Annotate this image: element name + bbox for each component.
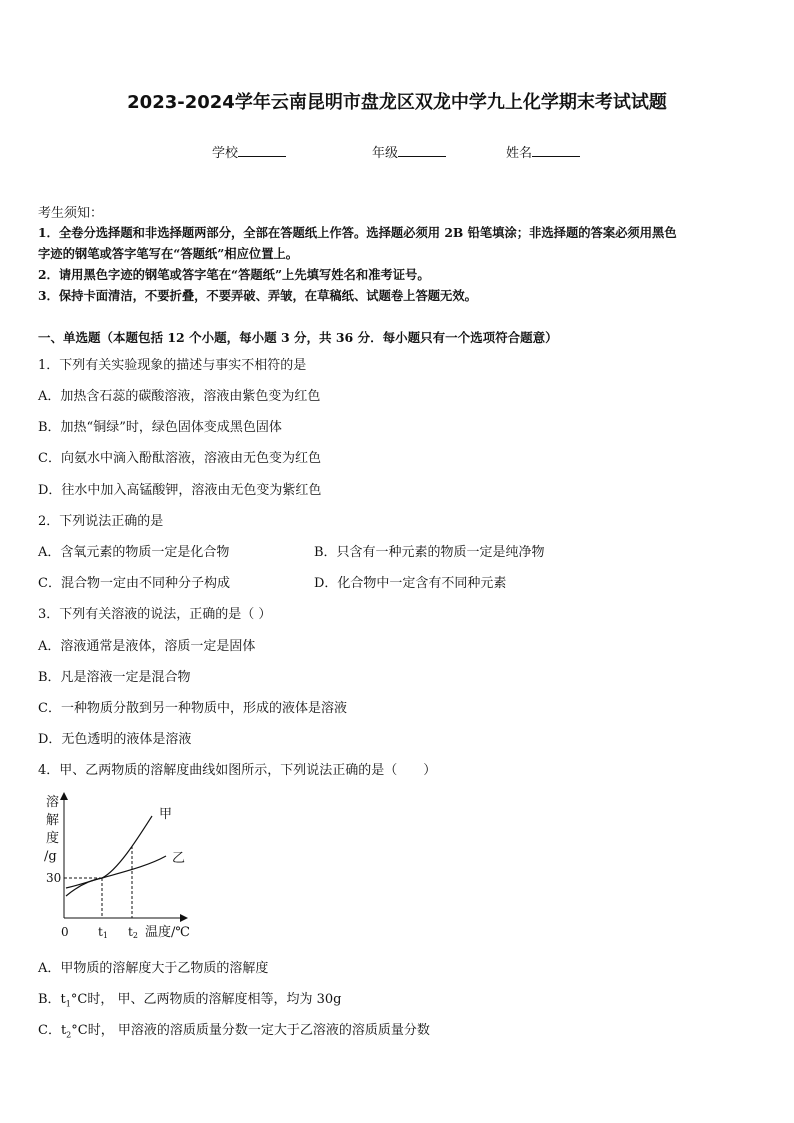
q2-option-b: B．只含有一种元素的物质一定是纯净物 <box>314 545 545 560</box>
notice-item-3: 3．保持卡面清洁，不要折叠，不要弄破、弄皱，在草稿纸、试题卷上答题无效。 <box>38 288 477 303</box>
q4-option-b <box>38 988 341 1009</box>
ylabel-char-3: 度 <box>46 831 60 846</box>
q1-option-d: D．往水中加入高锰酸钾，溶液由无色变为紫红色 <box>38 483 322 498</box>
curve-jia-label: 甲 <box>159 807 173 822</box>
school-field <box>212 142 286 161</box>
y-axis-arrow <box>60 792 68 800</box>
t1-label: t1 <box>98 925 108 940</box>
y-tick-30: 30 <box>46 871 62 885</box>
notice-item-1a: 1．全卷分选择题和非选择题两部分，全部在答题纸上作答。选择题必须用 2B 铅笔填涂；非选择题的答案必须用黑色 <box>38 225 677 240</box>
school-blank <box>238 144 286 157</box>
x-axis-arrow <box>180 914 188 922</box>
ylabel-char-4: /g <box>44 849 57 864</box>
q4-b-sub: 1 <box>65 999 71 1009</box>
page-title: 2023-2024学年云南昆明市盘龙区双龙中学九上化学期末考试试题 <box>127 92 667 113</box>
q3-option-b: B．凡是溶液一定是混合物 <box>38 670 191 685</box>
q4-stem: 4．甲、乙两物质的溶解度曲线如图所示，下列说法正确的是（ ） <box>38 763 437 778</box>
name-blank <box>532 144 580 157</box>
curve-yi <box>66 856 166 896</box>
q1-option-b: B．加热“铜绿”时，绿色固体变成黑色固体 <box>38 420 282 435</box>
ylabel-char-1: 溶 <box>46 795 60 810</box>
q4-c-pre: C．t <box>38 1023 67 1038</box>
grade-label: 年级 <box>372 146 399 161</box>
q4-c-post: °C时， 甲溶液的溶质质量分数一定大于乙溶液的溶质质量分数 <box>71 1023 430 1038</box>
q4-option-c <box>38 1019 430 1040</box>
q3-option-d: D．无色透明的液体是溶液 <box>38 732 192 747</box>
grade-field <box>372 142 446 161</box>
notice-item-2: 2．请用黑色字迹的钢笔或答字笔在“答题纸”上先填写姓名和准考证号。 <box>38 267 430 282</box>
t2-label: t2 <box>128 925 138 940</box>
q2-option-d: D．化合物中一定含有不同种元素 <box>314 576 507 591</box>
notice-item-1b: 字迹的钢笔或答字笔写在“答题纸”相应位置上。 <box>38 246 299 261</box>
q3-option-c: C．一种物质分散到另一种物质中，形成的液体是溶液 <box>38 701 347 716</box>
x-axis-label: 温度/℃ <box>145 925 190 940</box>
notice-heading: 考生须知： <box>38 206 104 221</box>
section-heading: 一、单选题（本题包括 12 个小题，每小题 3 分，共 36 分．每小题只有一个选项符合题意） <box>38 330 558 345</box>
q1-option-c: C．向氨水中滴入酚酞溶液，溶液由无色变为红色 <box>38 451 321 466</box>
q4-option-a: A．甲物质的溶解度大于乙物质的溶解度 <box>38 961 269 976</box>
q1-stem: 1．下列有关实验现象的描述与事实不相符的是 <box>38 358 307 373</box>
q4-b-pre: B．t <box>38 992 66 1007</box>
y-axis-label <box>44 794 59 864</box>
curve-yi-label: 乙 <box>172 851 186 866</box>
q3-stem: 3．下列有关溶液的说法，正确的是（ ） <box>38 607 272 622</box>
ylabel-char-2: 解 <box>46 813 60 828</box>
name-label: 姓名 <box>506 146 533 161</box>
q4-c-sub: 2 <box>66 1030 72 1040</box>
q4-b-post: °C时， 甲、乙两物质的溶解度相等，均为 30g <box>70 992 342 1007</box>
solubility-curve-figure <box>38 790 208 945</box>
curve-jia <box>66 816 152 888</box>
name-field <box>506 142 580 161</box>
grade-blank <box>398 144 446 157</box>
q1-option-a: A．加热含石蕊的碳酸溶液，溶液由紫色变为红色 <box>38 389 321 404</box>
q2-stem: 2．下列说法正确的是 <box>38 514 164 529</box>
school-label: 学校 <box>212 146 239 161</box>
q2-option-c: C．混合物一定由不同种分子构成 <box>38 576 230 591</box>
q3-option-a: A．溶液通常是液体，溶质一定是固体 <box>38 639 256 654</box>
origin-label: 0 <box>61 925 69 939</box>
q2-option-a: A．含氧元素的物质一定是化合物 <box>38 545 230 560</box>
